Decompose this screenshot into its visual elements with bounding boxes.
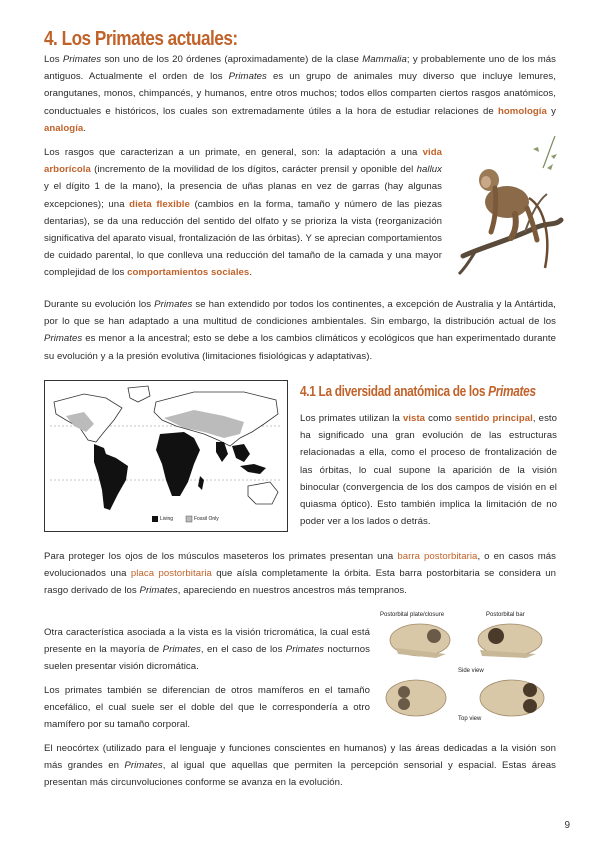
map-legend-fossil: Fossil Only bbox=[194, 516, 219, 522]
world-distribution-map bbox=[44, 380, 288, 532]
paragraph-postorbital: Para proteger los ojos de los músculos maseteros los primates presentan una barra postorbitaria, o en casos más evolucionados una placa postorbitaria que aísla completamente la órbita. Esta barra postorbitaria se considera un rasgo derivado de los Primates, apareciendo en nuestros ancestros más tempranos. bbox=[44, 551, 556, 597]
subheading: 4.1 La diversidad anatómica de los Primates bbox=[300, 384, 536, 400]
skull-label-bar: Postorbital bar bbox=[486, 612, 525, 618]
paragraph-traits: Los rasgos que caracterizan a un primate, en general, son: la adaptación a una vida arborícola (incremento de la movilidad de los dígitos, carácter prensil y oponible del hallux y el dígito 1 de la mano), la presencia de uñas planas en vez de garras (hay algunas excepciones); una dieta flexible (cambios en la forma, tamaño y número de las piezas dentarias), se da una reducción del sentido del olfato y se prioriza la vista (reorganización significativa del aparato visual, frontalización de las órbitas). Y se aprecian comportamientos de cuidado parental, lo que conlleva una reducción del tamaño de la camada y una mayor complejidad de los comportamientos sociales. bbox=[44, 147, 442, 279]
monkey-illustration bbox=[455, 128, 565, 276]
skull-label-top: Top view bbox=[458, 716, 482, 722]
map-legend-living: Living bbox=[160, 516, 174, 522]
paragraph-neocortex: El neocórtex (utilizado para el lenguaje y funciones conscientes en humanos) y las áreas dedicadas a la visión son más grandes en Primates, al igual que aquellas que permiten la percepción sensorial y espacial. Estas áreas presentan más circunvoluciones conforme se avanza en la evolución. bbox=[44, 743, 556, 789]
paragraph-distribution: Durante su evolución los Primates se han extendido por todos los continentes, a excepción de Australia y la Antártida, por lo que se han adaptado a una multitud de condiciones ambientales. Sin embargo, la distribución actual de los Primates es menor a la ancestral; esto se debe a los cambios climáticos y ecológicos que han experimentado durante su evolución y a la presión evolutiva (limitaciones fisiológicas y adaptativas). bbox=[44, 299, 556, 362]
paragraph-intro: Los Primates son uno de los 20 órdenes (aproximadamente) de la clase Mammalia; y probablemente uno de los más antiguos. Actualmente el orden de los Primates es un grupo de animales muy diverso que incluye lemures, orangutanes, monos, chimpancés, y humanos, entre otros muchos; todos ellos comparten ciertos rasgos anatómicos, conductuales e históricos, los cuales son extremadamente útiles a la hora de estudiar relaciones de homología y analogía. bbox=[44, 54, 557, 134]
skull-label-side: Side view bbox=[458, 668, 484, 674]
page-number: 9 bbox=[564, 820, 570, 831]
page-heading: 4. Los Primates actuales: bbox=[44, 28, 238, 50]
paragraph-trichromatic: Otra característica asociada a la vista es la visión tricromática, la cual está presente en la mayoría de Primates, en el caso de los Primates nocturnos suelen presentar visión dicromática. bbox=[44, 627, 370, 673]
paragraph-brain: Los primates también se diferencian de otros mamíferos en el tamaño encefálico, el cual suele ser el doble del que le correspondería a otro mamífero por su tamaño corporal. bbox=[44, 685, 370, 731]
skull-label-plate: Postorbital plate/closure bbox=[380, 612, 445, 618]
paragraph-vision: Los primates utilizan la vista como sentido principal, esto ha significado una gran evolución de las estructuras relacionadas a ella, como el proceso de frontalización de las órbitas, lo cual supone la aparición de la visión binocular (convergencia de los dos campos de visión en el quiasma óptico). Esto también implica la limitación de no poder ver a los lados o detrás. bbox=[300, 413, 558, 528]
